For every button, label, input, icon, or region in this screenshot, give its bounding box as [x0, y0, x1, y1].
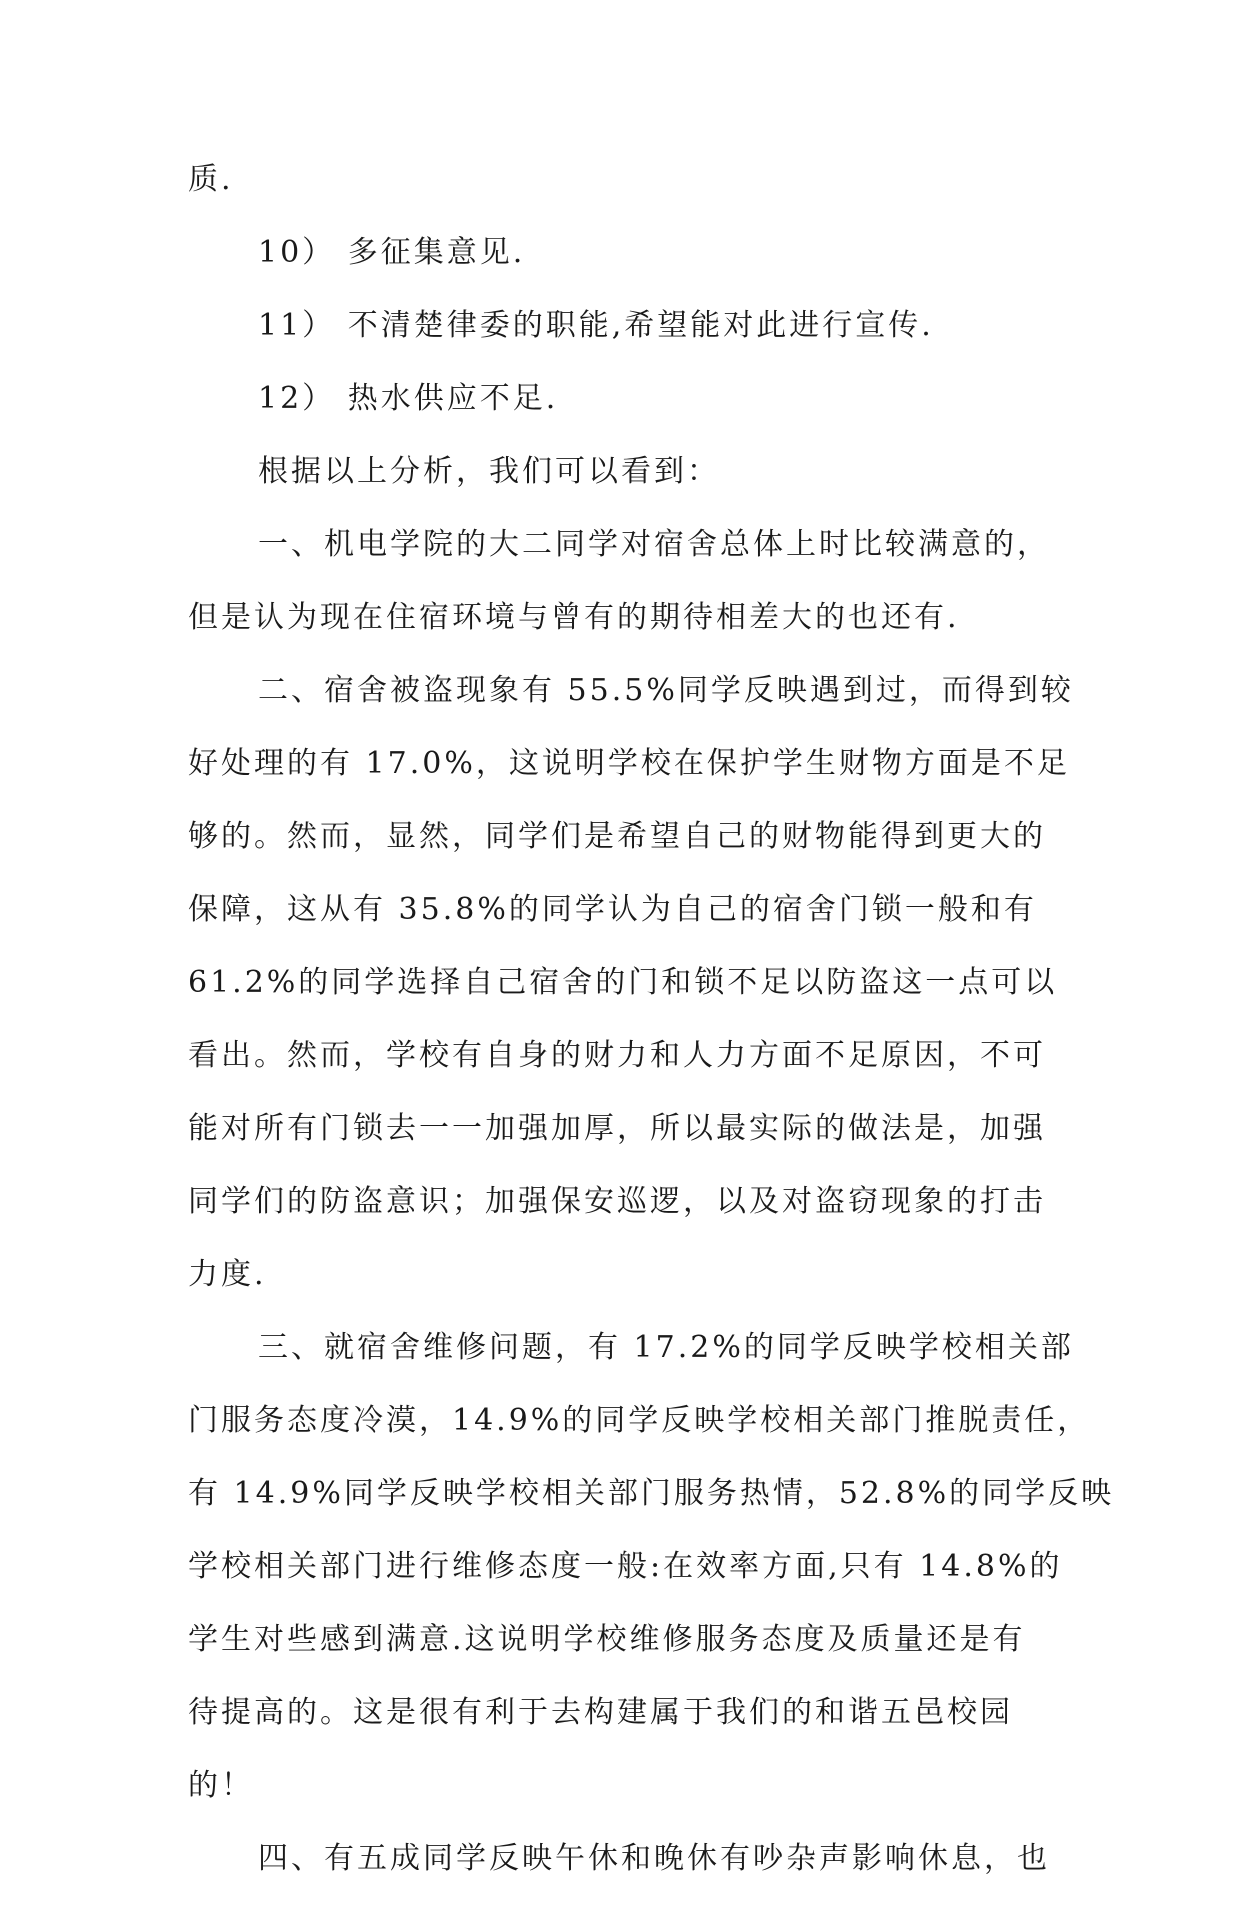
paragraph-2-line: 力度. [188, 1257, 267, 1292]
paragraph-2-line: 二、宿舍被盗现象有 55.5%同学反映遇到过，而得到较 [258, 673, 1074, 708]
paragraph-2-line: 看出。然而，学校有自身的财力和人力方面不足原因，不可 [188, 1038, 1046, 1073]
paragraph-3-line: 门服务态度冷漠，14.9%的同学反映学校相关部门推脱责任， [188, 1403, 1091, 1438]
text-line: 质. [188, 162, 234, 197]
paragraph-4-line: 四、有五成同学反映午休和晚休有吵杂声影响休息，也 [258, 1841, 1050, 1876]
paragraph-2-line: 同学们的防盗意识；加强保安巡逻，以及对盗窃现象的打击 [188, 1184, 1046, 1219]
analysis-intro: 根据以上分析，我们可以看到： [258, 454, 720, 489]
paragraph-3-line: 学校相关部门进行维修态度一般:在效率方面,只有 14.8%的 [188, 1549, 1063, 1584]
paragraph-3-line: 待提高的。这是很有利于去构建属于我们的和谐五邑校园 [188, 1695, 1013, 1730]
paragraph-3-line: 三、就宿舍维修问题，有 17.2%的同学反映学校相关部 [258, 1330, 1074, 1365]
list-item-12: 12） 热水供应不足. [258, 381, 559, 416]
list-item-10: 10） 多征集意见. [258, 235, 526, 270]
paragraph-1-line: 一、机电学院的大二同学对宿舍总体上时比较满意的， [258, 527, 1050, 562]
document-page [188, 160, 1115, 1912]
paragraph-2-line: 能对所有门锁去一一加强加厚，所以最实际的做法是，加强 [188, 1111, 1046, 1146]
paragraph-3-line: 有 14.9%同学反映学校相关部门服务热情，52.8%的同学反映 [188, 1476, 1115, 1511]
paragraph-2-line: 够的。然而，显然，同学们是希望自己的财物能得到更大的 [188, 819, 1046, 854]
list-item-11: 11） 不清楚律委的职能,希望能对此进行宣传. [258, 308, 934, 343]
paragraph-3-line: 学生对些感到满意.这说明学校维修服务态度及质量还是有 [188, 1622, 1026, 1657]
paragraph-2-line: 好处理的有 17.0%，这说明学校在保护学生财物方面是不足 [188, 746, 1070, 781]
paragraph-3-line: 的！ [188, 1768, 254, 1803]
paragraph-1-line: 但是认为现在住宿环境与曾有的期待相差大的也还有. [188, 600, 960, 635]
paragraph-2-line: 保障，这从有 35.8%的同学认为自己的宿舍门锁一般和有 [188, 892, 1037, 927]
paragraph-2-line: 61.2%的同学选择自己宿舍的门和锁不足以防盗这一点可以 [188, 965, 1058, 1000]
